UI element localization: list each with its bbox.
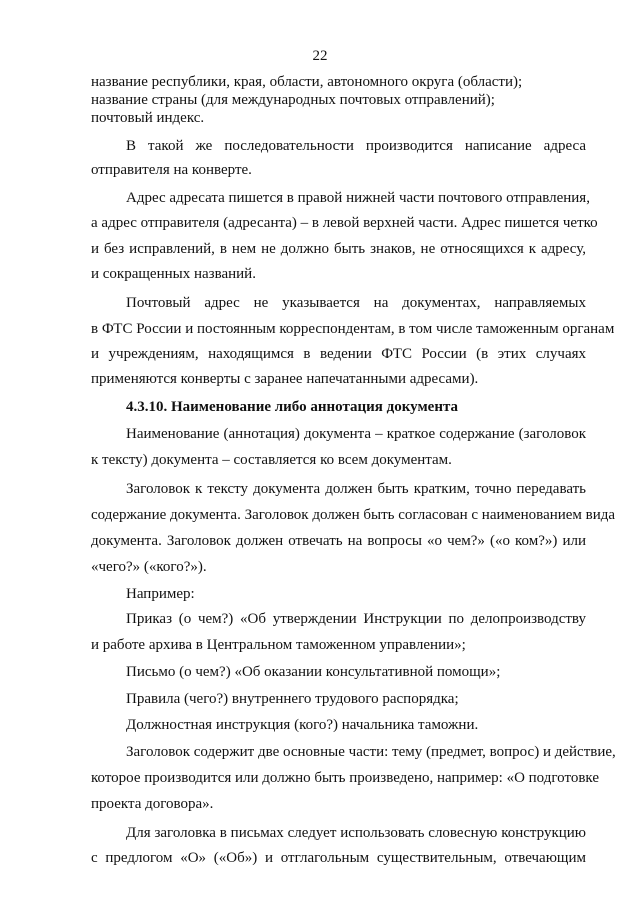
text-line: и сокращенных названий. bbox=[91, 266, 256, 282]
text-line: название страны (для международных почтовых отправлений); bbox=[91, 92, 495, 108]
text-line: и без исправлений, в нем не должно быть знаков, не относящихся к адресу, bbox=[91, 241, 586, 257]
text-line: проекта договора». bbox=[91, 796, 214, 812]
section-heading: 4.3.10. Наименование либо аннотация документа bbox=[126, 399, 459, 415]
text-line: отправителя на конверте. bbox=[91, 162, 252, 178]
text-line: Заголовок к тексту документа должен быть кратким, точно передавать bbox=[126, 481, 586, 497]
text-line: Заголовок содержит две основные части: тему (предмет, вопрос) и действие, bbox=[126, 744, 616, 760]
text-line: Для заголовка в письмах следует использовать словесную конструкцию bbox=[126, 825, 586, 841]
text-line: почтовый индекс. bbox=[91, 110, 205, 126]
text-line: Почтовый адрес не указывается на документах, направляемых bbox=[126, 295, 586, 311]
text-line: содержание документа. Заголовок должен быть согласован с наименованием вида bbox=[91, 507, 616, 523]
text-line: и работе архива в Центральном таможенном управлении»; bbox=[91, 637, 466, 653]
text-line: Письмо (о чем?) «Об оказании консультативной помощи»; bbox=[126, 664, 501, 680]
text-line: документа. Заголовок должен отвечать на вопросы «о чем?» («о ком?») или bbox=[91, 533, 586, 549]
page-number: 22 bbox=[312, 48, 328, 64]
text-line: Должностная инструкция (кого?) начальника таможни. bbox=[126, 717, 479, 733]
text-line: к тексту) документа – составляется ко всем документам. bbox=[91, 452, 452, 468]
text-line: а адрес отправителя (адресанта) – в левой верхней части. Адрес пишется четко bbox=[91, 215, 598, 231]
text-line: и учреждениям, находящимся в ведении ФТС России (в этих случаях bbox=[91, 346, 586, 362]
text-line: Наименование (аннотация) документа – краткое содержание (заголовок bbox=[126, 426, 586, 442]
text-line: Например: bbox=[126, 586, 195, 602]
text-line: В такой же последовательности производится написание адреса bbox=[126, 138, 586, 154]
text-line: Адрес адресата пишется в правой нижней части почтового отправления, bbox=[126, 190, 590, 206]
text-line: название республики, края, области, автономного округа (области); bbox=[91, 74, 523, 90]
text-line: которое производится или должно быть произведено, например: «О подготовке bbox=[91, 770, 599, 786]
text-line: в ФТС России и постоянным корреспондентам, в том числе таможенным органам bbox=[91, 321, 615, 337]
text-line: применяются конверты с заранее напечатанными адресами). bbox=[91, 371, 479, 387]
text-line: «чего?» («кого?»). bbox=[91, 559, 207, 575]
text-line: с предлогом «О» («Об») и отглагольным существительным, отвечающим bbox=[91, 850, 586, 866]
text-line: Приказ (о чем?) «Об утверждении Инструкции по делопроизводству bbox=[126, 611, 586, 627]
text-line: Правила (чего?) внутреннего трудового распорядка; bbox=[126, 691, 459, 707]
